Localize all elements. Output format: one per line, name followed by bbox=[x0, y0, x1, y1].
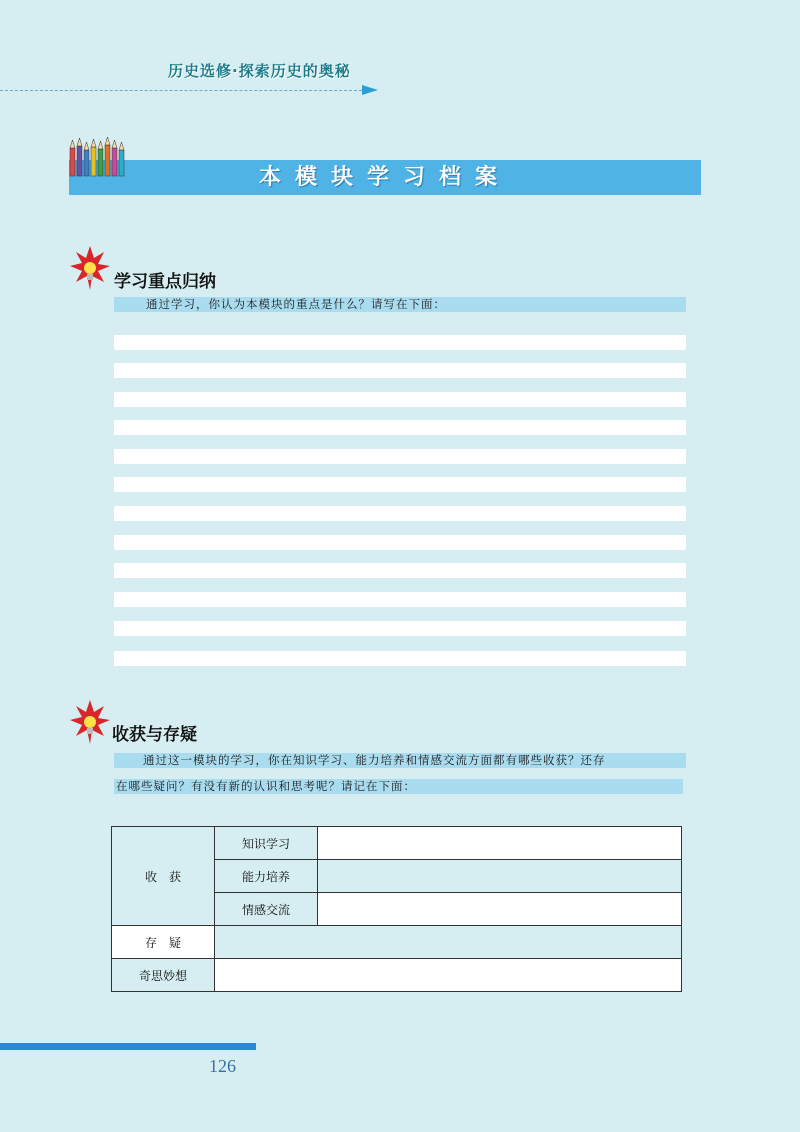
ability-label: 能力培养 bbox=[215, 860, 318, 893]
writing-line[interactable] bbox=[114, 506, 686, 521]
writing-line[interactable] bbox=[114, 592, 686, 607]
writing-line[interactable] bbox=[114, 420, 686, 435]
emotion-answer-cell[interactable] bbox=[318, 893, 682, 926]
section1-prompt: 通过学习，你认为本模块的重点是什么？请写在下面： bbox=[146, 297, 446, 311]
writing-line[interactable] bbox=[114, 449, 686, 464]
book-title: 历史选修·探索历史的奥秘 bbox=[168, 62, 351, 80]
writing-line[interactable] bbox=[114, 363, 686, 378]
writing-line[interactable] bbox=[114, 563, 686, 578]
ideas-label: 奇思妙想 bbox=[112, 959, 215, 992]
writing-line[interactable] bbox=[114, 535, 686, 550]
section2-prompt-line1: 通过这一模块的学习，你在知识学习、能力培养和情感交流方面都有哪些收获？还存 bbox=[143, 753, 606, 767]
banner-title: 本模块学习档案 bbox=[258, 165, 511, 190]
section2-prompt-line2: 在哪些疑问？有没有新的认识和思考呢？请记在下面： bbox=[116, 779, 416, 793]
writing-line[interactable] bbox=[114, 392, 686, 407]
harvest-label: 收 获 bbox=[112, 827, 215, 926]
lightbulb-burst-icon bbox=[70, 246, 110, 292]
harvest-table bbox=[111, 826, 682, 992]
doubt-label: 存 疑 bbox=[112, 926, 215, 959]
writing-line[interactable] bbox=[114, 335, 686, 350]
writing-line[interactable] bbox=[114, 477, 686, 492]
section-title-harvest-doubts: 收获与存疑 bbox=[112, 725, 197, 745]
page-number: 126 bbox=[209, 1056, 236, 1076]
lightbulb-burst-icon bbox=[70, 700, 110, 746]
knowledge-label: 知识学习 bbox=[215, 827, 318, 860]
section-title-key-points: 学习重点归纳 bbox=[114, 272, 216, 292]
header-arrow-icon bbox=[362, 85, 378, 95]
footer-bar bbox=[0, 1043, 256, 1050]
knowledge-answer-cell[interactable] bbox=[318, 827, 682, 860]
writing-line[interactable] bbox=[114, 621, 686, 636]
emotion-label: 情感交流 bbox=[215, 893, 318, 926]
header-dashed-line bbox=[0, 90, 372, 91]
ideas-answer-cell[interactable] bbox=[215, 959, 682, 992]
doubt-answer-cell[interactable] bbox=[215, 926, 682, 959]
writing-line[interactable] bbox=[114, 651, 686, 666]
ability-answer-cell[interactable] bbox=[318, 860, 682, 893]
